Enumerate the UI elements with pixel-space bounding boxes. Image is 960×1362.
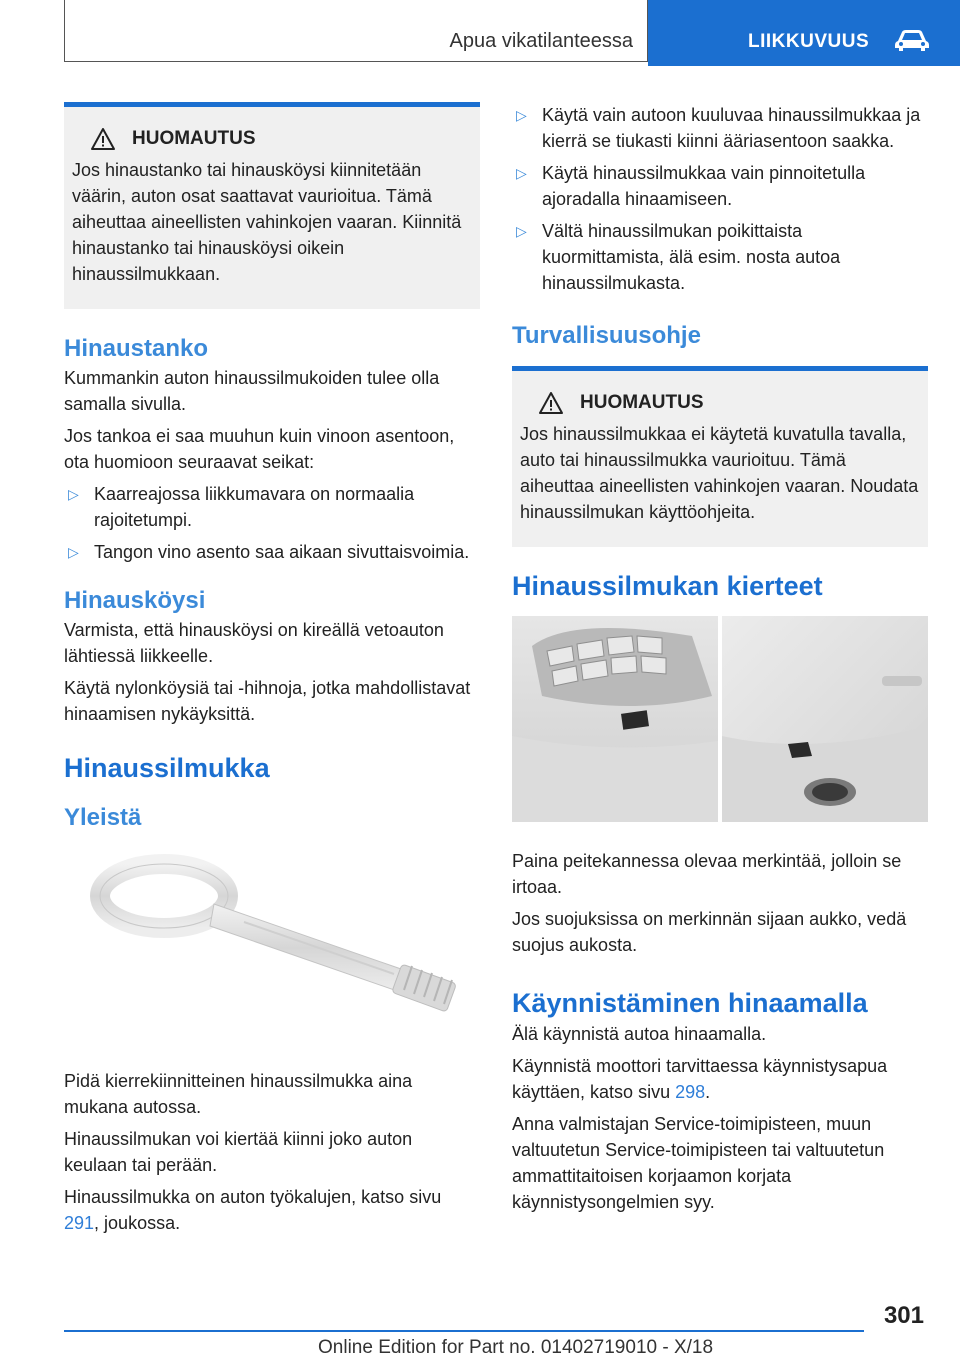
list-item: ▷ Käytä hinaussilmukkaa vain pinnoitetulla ajoradalla hinaamiseen. bbox=[512, 160, 928, 212]
paragraph: Paina peitekannessa olevaa merkintää, jolloin se irtoaa. bbox=[512, 851, 902, 897]
list-item: ▷ Käytä vain autoon kuuluvaa hinaussilmukkaa ja kierrä se tiukasti kiinni ääriasentoon saakka. bbox=[512, 102, 928, 154]
heading-kierteet: Hinaussilmukan kierteet bbox=[512, 571, 823, 601]
chapter-label: LIIKKUVUUS bbox=[748, 31, 870, 52]
car-icon bbox=[892, 27, 932, 53]
notice-box bbox=[512, 366, 928, 547]
page-number: 301 bbox=[883, 1302, 924, 1329]
bullet-list bbox=[64, 481, 480, 565]
list-item: ▷ Vältä hinaussilmukan poikittaista kuormittamista, älä esim. nosta autoa hinaussilmukasta. bbox=[512, 218, 928, 296]
bullet-list bbox=[512, 102, 928, 296]
notice-text: Jos hinaustanko tai hinausköysi kiinnitetään väärin, auton osat saattavat vaurioitua. Tämä aiheuttaa aineellisten vahinkojen vaaran. Kiinnitä hinaustanko tai hinausköysi oikein hinaussilmukkaan. bbox=[72, 160, 462, 284]
notice-text: Jos hinaussilmukkaa ei käytetä kuvatulla tavalla, auto tai hinaussilmukka vaurioituu. Tämä aiheuttaa aineellisten vahinkojen vaaran. Noudata hinaussilmukan käyttöohjeita. bbox=[520, 424, 919, 522]
paragraph: Pidä kierrekiinnitteinen hinaussilmukka aina mukana autossa. bbox=[64, 1071, 413, 1117]
header-title: Apua vikatilanteessa bbox=[449, 30, 633, 52]
paragraph: Varmista, että hinausköysi on kireällä vetoauton lähtiessä liikkeelle. bbox=[64, 620, 444, 666]
list-item: ▷ Kaarreajossa liikkumavara on normaalia rajoitetumpi. bbox=[64, 481, 480, 533]
warning-triangle-icon bbox=[90, 127, 116, 151]
chapter-tab[interactable] bbox=[648, 0, 960, 66]
bumper-thread-photo bbox=[512, 616, 928, 822]
triangle-bullet-icon: ▷ bbox=[68, 544, 79, 560]
heading-hinauskoysi: Hinausköysi bbox=[64, 587, 206, 614]
page-link[interactable]: 298 bbox=[675, 1082, 706, 1102]
paragraph: Älä käynnistä autoa hinaamalla. bbox=[512, 1024, 767, 1044]
paragraph: Hinaussilmukan voi kiertää kiinni joko auton keulaan tai perään. bbox=[64, 1129, 413, 1175]
notice-title: HUOMAUTUS bbox=[132, 128, 256, 149]
edition-text: Online Edition for Part no. 01402719010 - X/18 bbox=[318, 1337, 714, 1358]
header-title-box bbox=[64, 0, 648, 62]
paragraph: Kummankin auton hinaussilmukoiden tulee olla samalla sivulla. bbox=[64, 368, 440, 414]
heading-kaynnistaminen: Käynnistäminen hinaamalla bbox=[512, 988, 868, 1018]
heading-hinaustanko: Hinaustanko bbox=[64, 335, 209, 362]
footer-divider bbox=[64, 1330, 864, 1332]
notice-box bbox=[64, 102, 480, 309]
paragraph: Käytä nylonköysiä tai -hihnoja, jotka mahdollistavat hinaamisen nykäyksittä. bbox=[64, 678, 471, 724]
list-item: ▷ Tangon vino asento saa aikaan sivuttaisvoimia. bbox=[64, 539, 480, 565]
heading-turvallisuusohje: Turvallisuusohje bbox=[512, 322, 701, 349]
paragraph: Anna valmistajan Service-toimipisteen, muun valtuutetun Service-toimipisteen tai valtuutetun ammattitaitoisen korjaamon korjata käynnistysongelmien syy. bbox=[512, 1114, 885, 1212]
left-column bbox=[64, 102, 480, 1236]
paragraph: Jos suojuksissa on merkinnän sijaan aukko, vedä suojus aukosta. bbox=[512, 909, 907, 955]
paragraph: Hinaussilmukka on auton työkalujen, katso sivu 291, joukossa. bbox=[64, 1187, 442, 1233]
paragraph: Käynnistä moottori tarvittaessa käynnistysapua käyttäen, katso sivu 298. bbox=[512, 1056, 888, 1102]
subheading-yleista: Yleistä bbox=[64, 804, 142, 831]
triangle-bullet-icon: ▷ bbox=[68, 486, 79, 502]
triangle-bullet-icon: ▷ bbox=[516, 223, 527, 239]
page-link[interactable]: 291 bbox=[64, 1213, 95, 1233]
tow-hook-image bbox=[64, 852, 480, 1062]
warning-triangle-icon bbox=[538, 391, 564, 415]
triangle-bullet-icon: ▷ bbox=[516, 107, 527, 123]
triangle-bullet-icon: ▷ bbox=[516, 165, 527, 181]
paragraph: Jos tankoa ei saa muuhun kuin vinoon asentoon, ota huomioon seuraavat seikat: bbox=[64, 426, 455, 472]
right-column bbox=[512, 102, 928, 1215]
heading-hinaussilmukka: Hinaussilmukka bbox=[64, 753, 270, 783]
notice-title: HUOMAUTUS bbox=[580, 392, 704, 413]
